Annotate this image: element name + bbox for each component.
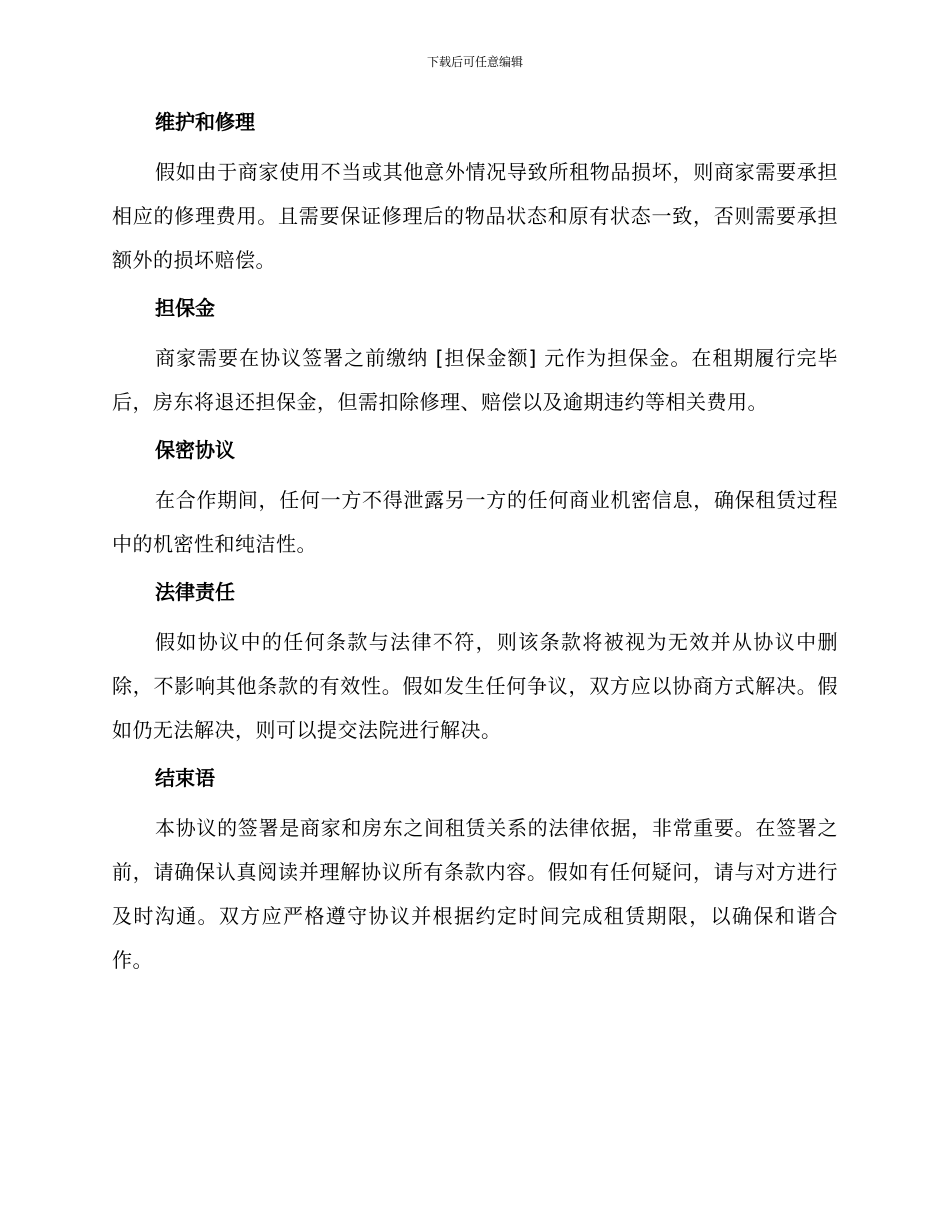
- section-maintenance: [112, 108, 838, 282]
- section-body: 商家需要在协议签署之前缴纳 [担保金额] 元作为担保金。在租期履行完毕后，房东将退还担保金，但需扣除修理、赔偿以及逾期违约等相关费用。: [112, 346, 838, 414]
- section-body: 本协议的签署是商家和房东之间租赁关系的法律依据，非常重要。在签署之前，请确保认真阅读并理解协议所有条款内容。假如有任何疑问，请与对方进行及时沟通。双方应严格遵守协议并根据约定时间完成租赁期限，以确保和谐合作。: [112, 816, 838, 972]
- section-conclusion: [112, 764, 838, 982]
- section-legal-liability: [112, 578, 838, 752]
- page-header-note: 下载后可任意编辑: [426, 55, 523, 69]
- section-heading: 维护和修理: [155, 110, 255, 134]
- section-deposit: [112, 294, 838, 424]
- document-content: [112, 108, 838, 994]
- section-heading: 结束语: [155, 766, 215, 790]
- section-body: 假如由于商家使用不当或其他意外情况导致所租物品损坏，则商家需要承担相应的修理费用。且需要保证修理后的物品状态和原有状态一致，否则需要承担额外的损坏赔偿。: [112, 160, 838, 272]
- section-heading: 担保金: [155, 296, 215, 320]
- section-body: 假如协议中的任何条款与法律不符，则该条款将被视为无效并从协议中删除，不影响其他条款的有效性。假如发生任何争议，双方应以协商方式解决。假如仍无法解决，则可以提交法院进行解决。: [112, 630, 838, 742]
- section-confidentiality: [112, 436, 838, 566]
- section-heading: 法律责任: [155, 580, 235, 604]
- section-heading: 保密协议: [155, 438, 235, 462]
- section-body: 在合作期间，任何一方不得泄露另一方的任何商业机密信息，确保租赁过程中的机密性和纯洁性。: [112, 488, 838, 556]
